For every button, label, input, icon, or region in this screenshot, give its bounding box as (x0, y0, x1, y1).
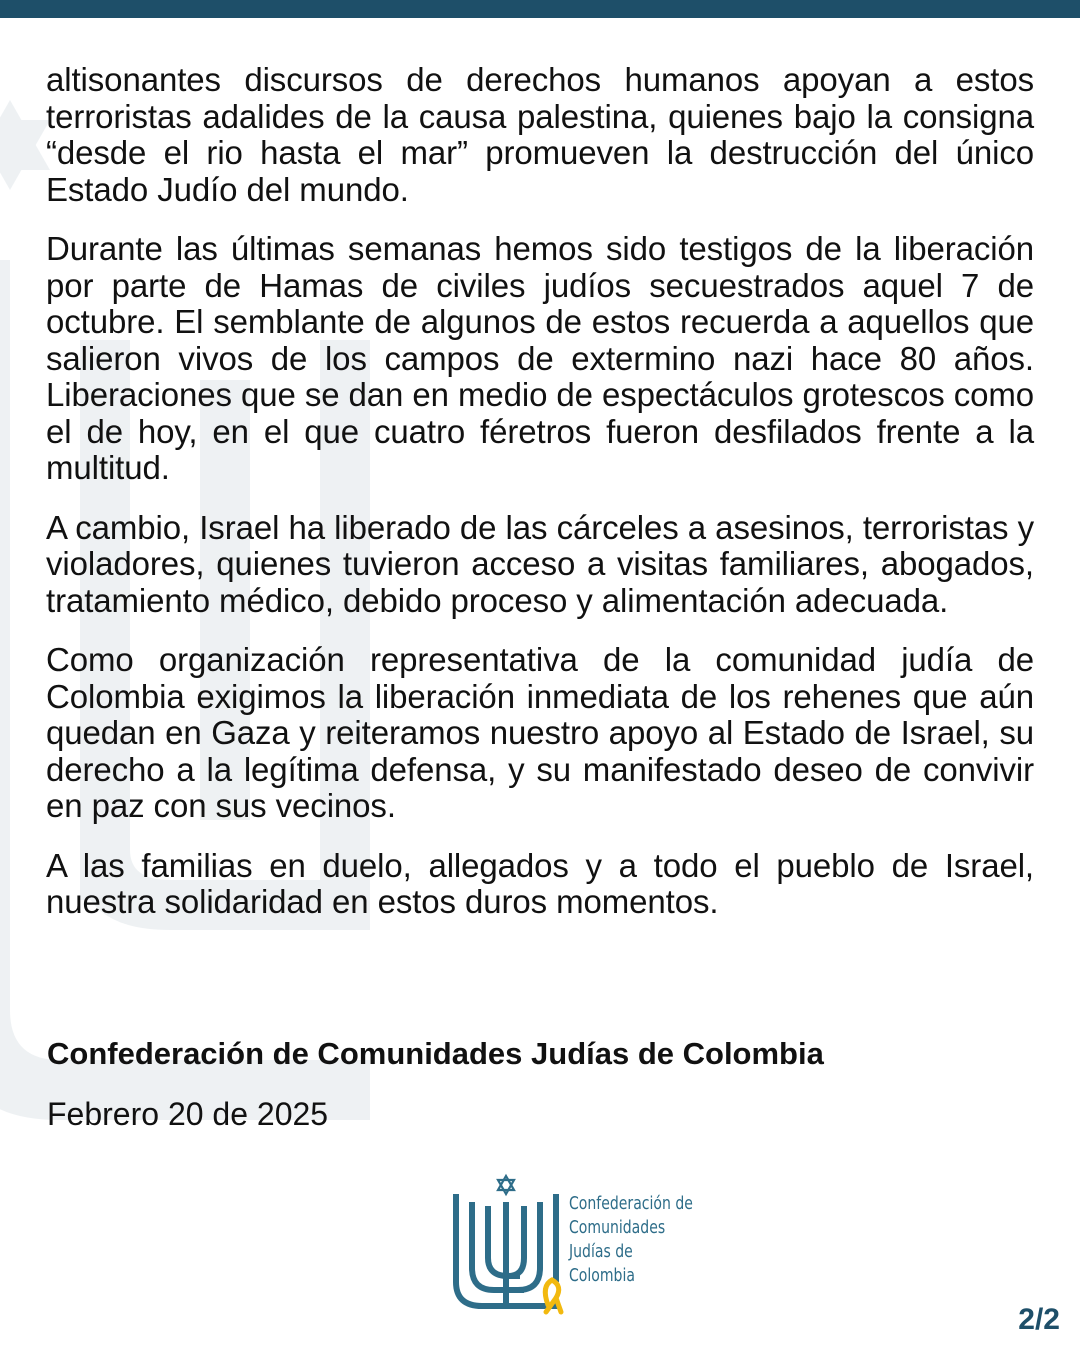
statement-date: Febrero 20 de 2025 (47, 1096, 329, 1132)
logo-line-4: Colombia (569, 1265, 635, 1286)
paragraph-2: Durante las últimas semanas hemos sido testigos de la liberación por parte de Hamas de civiles judíos secuestrados aquel 7 de octubre. El semblante de algunos de estos recuerda a aquellos que salieron vivos de los campos de extermino nazi hace 80 años. Liberaciones que se dan en medio de espectáculos grotescos como el de hoy, en el que cuatro féretros fueron desfilados frente a la multitud. (46, 230, 1034, 486)
logo-line-1: Confederación de (569, 1193, 693, 1214)
logo-wordmark (569, 1192, 693, 1288)
logo-line-2: Comunidades (569, 1217, 666, 1238)
paragraph-4: Como organización representativa de la comunidad judía de Colombia exigimos la liberación inmediata de los rehenes que aún quedan en Gaza y reiteramos nuestro apoyo al Estado de Israel, su derecho a la legítima defensa, y su manifestado deseo de convivir en paz con sus vecinos. (46, 641, 1034, 824)
paragraph-3: A cambio, Israel ha liberado de las cárceles a asesinos, terroristas y violadores, quienes tuvieron acceso a visitas familiares, abogados, tratamiento médico, debido proceso y alimentación adecuada. (46, 508, 1034, 619)
top-header-bar (0, 0, 1080, 18)
page-number: 2/2 (1018, 1303, 1060, 1336)
logo-line-3: Judías de (569, 1241, 633, 1262)
statement-body (46, 62, 1034, 944)
paragraph-5: A las familias en duelo, allegados y a todo el pueblo de Israel, nuestra solidaridad en estos duros momentos. (46, 846, 1034, 920)
paragraph-1: altisonantes discursos de derechos humanos apoyan a estos terroristas adalides de la causa palestina, quienes bajo la consigna “desde el rio hasta el mar” promueven la destrucción del único Estado Judío del mundo. (46, 61, 1034, 208)
signature-organization: Confederación de Comunidades Judías de Colombia (47, 1036, 824, 1071)
